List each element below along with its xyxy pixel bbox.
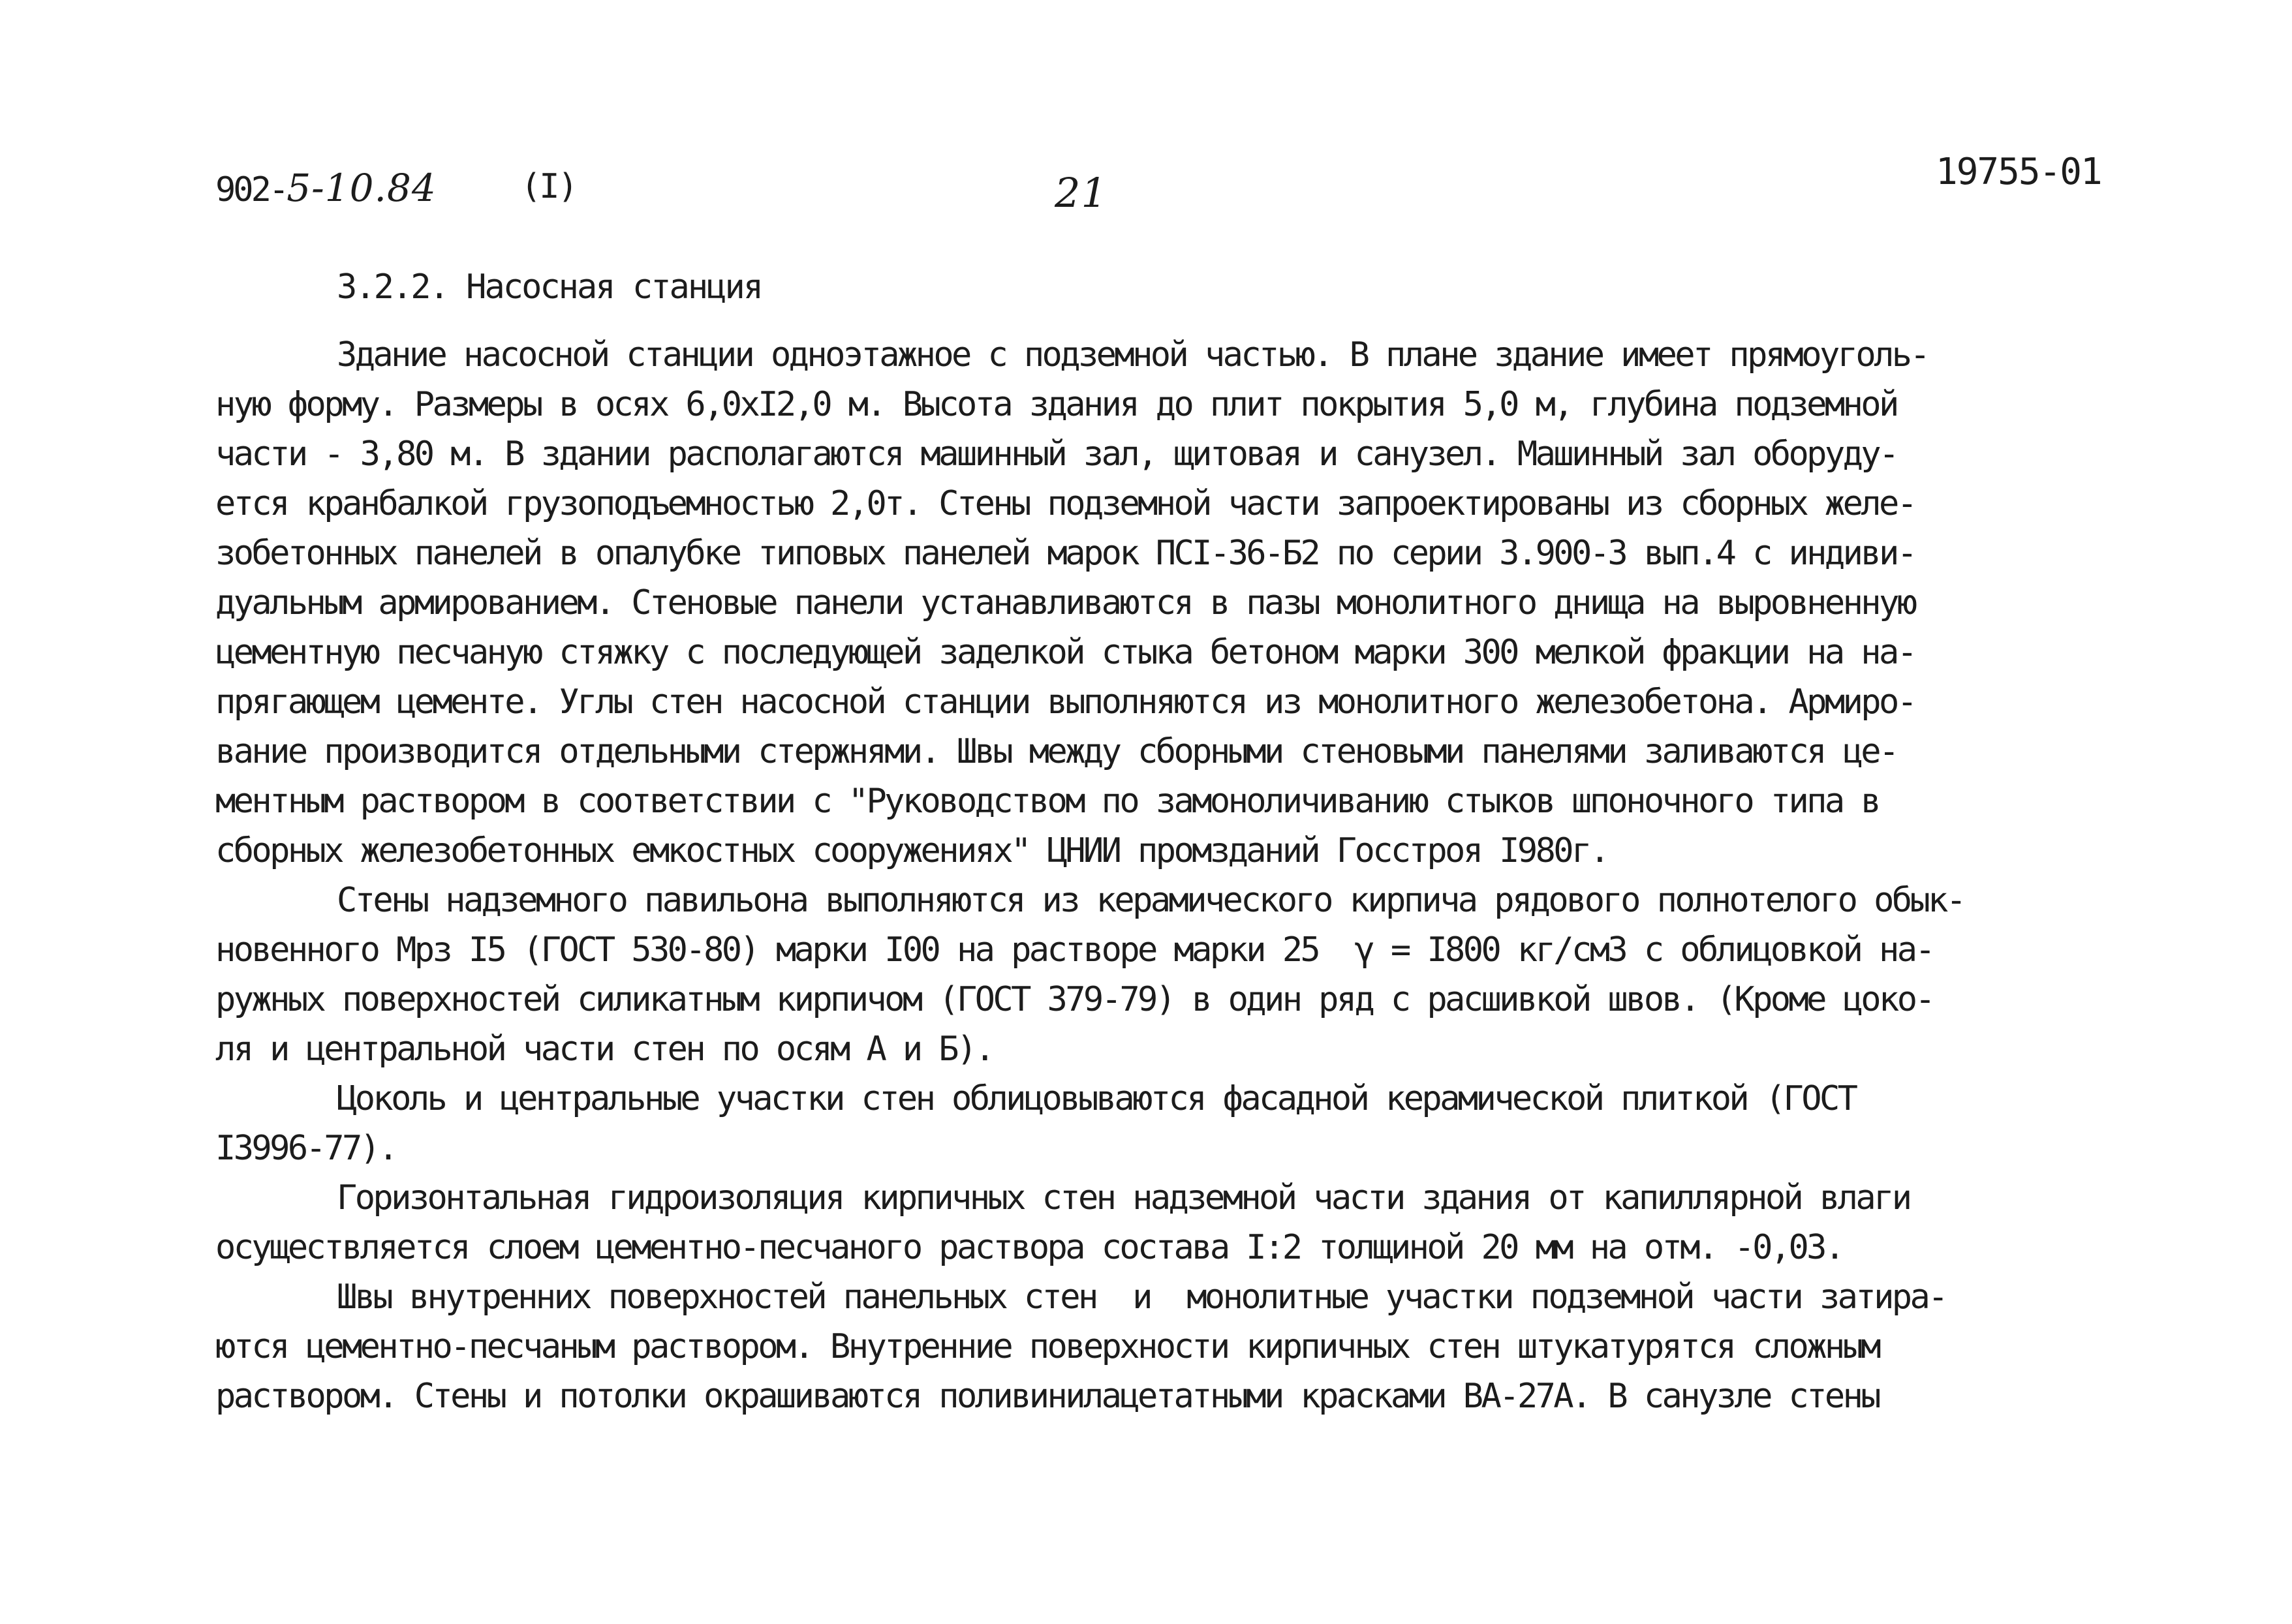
text-line: части - 3,80 м. В здании располагаются машинный зал, щитовая и санузел. Машинный зал оборуду- <box>215 435 1897 474</box>
page-number: 21 <box>1055 169 1107 217</box>
text-line: I3996-77). <box>215 1129 397 1168</box>
text-line: Швы внутренних поверхностей панельных стен и монолитные участки подземной части затира- <box>337 1278 1946 1317</box>
text-line: ружных поверхностей силикатным кирпичом (ГОСТ 379-79) в один ряд с расшивкой швов. (Кроме цоко- <box>215 980 1934 1019</box>
section-heading: 3.2.2. Насосная станция <box>337 268 762 307</box>
document-code-handwritten: 5-10.84 <box>286 166 437 210</box>
text-line: Горизонтальная гидроизоляция кирпичных стен надземной части здания от капиллярной влаги <box>337 1178 1910 1218</box>
text-line: цементную песчаную стяжку с последующей заделкой стыка бетоном марки 300 мелкой фракции на на- <box>215 633 1915 672</box>
text-line: зобетонных панелей в опалубке типовых панелей марок ПСI-36-Б2 по серии 3.900-3 вып.4 с индиви- <box>215 534 1915 573</box>
text-line: осуществляется слоем цементно-песчаного раствора состава I:2 толщиной 20 мм на отм. -0,03. <box>215 1228 1843 1267</box>
text-line: раствором. Стены и потолки окрашиваются поливинилацетатными красками ВА-27А. В санузле стены <box>215 1377 1880 1416</box>
text-line: новенного Мрз I5 (ГОСТ 530-80) марки I00 на растворе марки 25 γ = I800 кг/см3 с облицовкой на- <box>215 930 1934 970</box>
volume-number: (I) <box>521 167 576 206</box>
document-code-prefix: 902- <box>215 170 287 209</box>
document-code <box>215 168 437 209</box>
text-line: Стены надземного павильона выполняются из керамического кирпича рядового полнотелого обык- <box>337 881 1964 920</box>
text-line: ментным раствором в соответствии с "Руководством по замоноличиванию стыков шпоночного типа в <box>215 782 1880 821</box>
text-line: ля и центральной части стен по осям А и Б). <box>215 1030 993 1069</box>
text-line: Здание насосной станции одноэтажное с подземной частью. В плане здание имеет прямоуголь- <box>337 335 1928 375</box>
text-line: ную форму. Размеры в осях 6,0хI2,0 м. Высота здания до плит покрытия 5,0 м, глубина подземной <box>215 385 1897 424</box>
archive-number: 19755-01 <box>1936 151 2101 193</box>
text-line: прягающем цементе. Углы стен насосной станции выполняются из монолитного железобетона. Армиро- <box>215 682 1915 722</box>
text-line: вание производится отдельными стержнями. Швы между сборными стеновыми панелями заливаются це- <box>215 732 1897 771</box>
text-line: Цоколь и центральные участки стен облицовываются фасадной керамической плиткой (ГОСТ <box>337 1079 1856 1118</box>
text-line: дуальным армированием. Стеновые панели устанавливаются в пазы монолитного днища на выровненную <box>215 583 1915 622</box>
text-line: ется кранбалкой грузоподъемностью 2,0т. Стены подземной части запроектированы из сборных желе- <box>215 484 1915 523</box>
text-line: сборных железобетонных емкостных сооружениях" ЦНИИ промзданий Госстроя I980г. <box>215 831 1608 870</box>
text-line: ются цементно-песчаным раствором. Внутренние поверхности кирпичных стен штукатурятся сложным <box>215 1327 1880 1366</box>
